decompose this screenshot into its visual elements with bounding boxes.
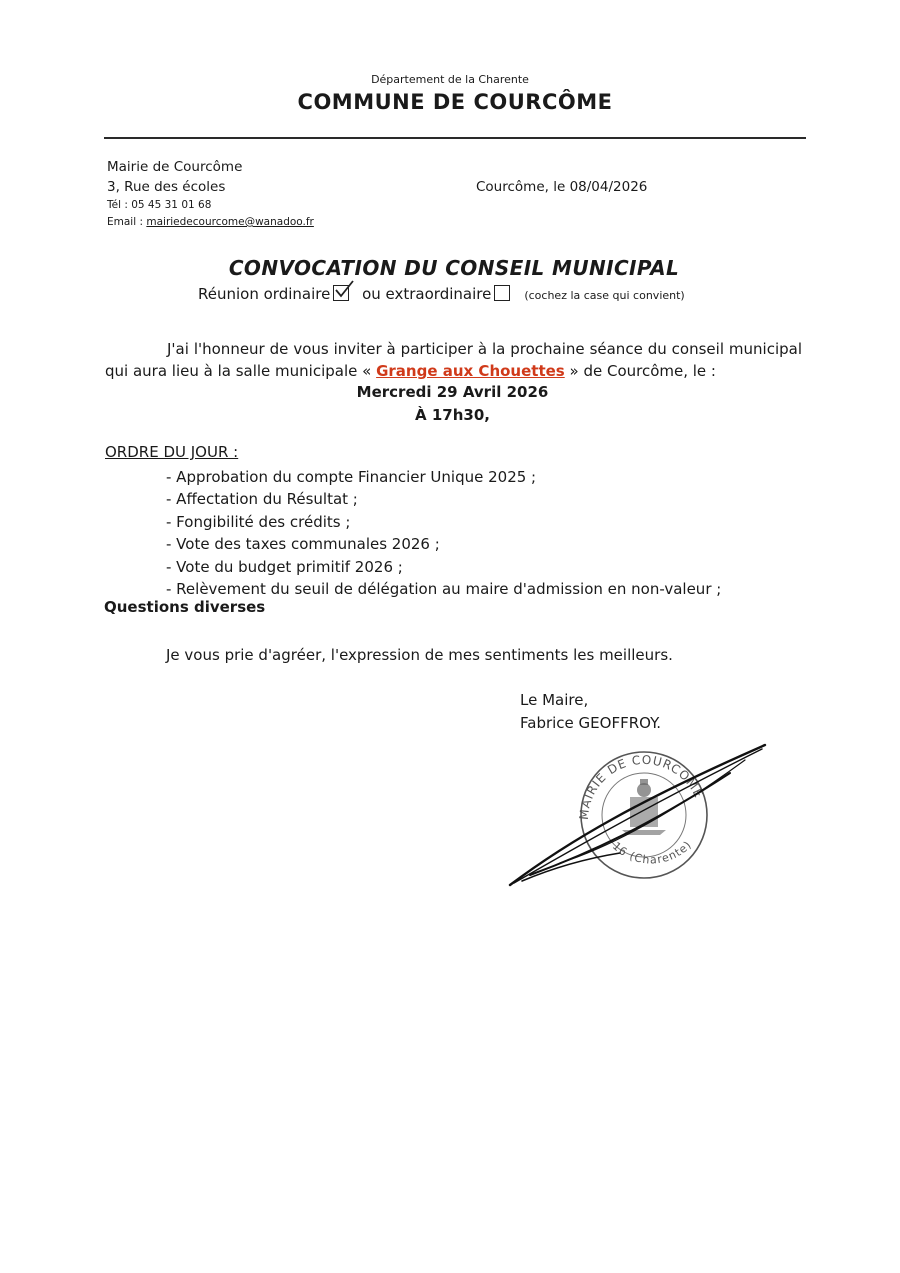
signatory-name: Fabrice GEOFFROY.: [520, 714, 662, 732]
meeting-type-line: [198, 285, 685, 303]
date-line: Courcôme, le 08/04/2026: [476, 179, 648, 195]
meeting-date: Mercredi 29 Avril 2026: [356, 383, 549, 401]
agenda-item: - Affectation du Résultat ;: [166, 490, 358, 509]
sender-address: [107, 157, 314, 231]
checkmark-icon: [333, 279, 355, 299]
marianne-emblem-icon: [622, 779, 666, 835]
closing-formula: Je vous prie d'agréer, l'expression de mes sentiments les meilleurs.: [166, 646, 673, 664]
signatory-role: Le Maire,: [520, 691, 589, 709]
email-link[interactable]: mairiedecourcome@wanadoo.fr: [146, 216, 314, 228]
agenda-item: - Fongibilité des crédits ;: [166, 512, 351, 531]
venue-name: Grange aux Chouettes: [376, 362, 565, 380]
stamp-bottom-text: 16 (Charente): [609, 838, 695, 867]
invitation-text-after: » de Courcôme, le :: [564, 362, 716, 380]
document-title: CONVOCATION DU CONSEIL MUNICIPAL: [228, 256, 680, 280]
ordinary-checkbox[interactable]: [333, 285, 349, 301]
stamp-top-text: MAIRIE DE COURCÔME: [576, 752, 706, 821]
agenda-item: - Vote des taxes communales 2026 ;: [166, 535, 440, 554]
agenda-heading: ORDRE DU JOUR :: [105, 443, 239, 461]
sender-street: 3, Rue des écoles: [107, 179, 226, 195]
meeting-time: À 17h30,: [415, 406, 490, 424]
signature-block: [520, 689, 661, 735]
ordinary-label: Réunion ordinaire: [198, 285, 331, 303]
agenda-item: - Vote du budget primitif 2026 ;: [166, 557, 403, 576]
agenda-item: - Relèvement du seuil de délégation au maire d'admission en non-valeur ;: [166, 580, 722, 599]
header-divider: [104, 137, 806, 139]
checkbox-hint: (cochez la case qui convient): [524, 289, 685, 302]
questions-diverses: Questions diverses: [104, 598, 266, 616]
invitation-text-before: J'ai l'honneur de vous inviter à participer à la prochaine séance du conseil municipal qui aura lieu à la salle municipale «: [105, 340, 802, 380]
sender-name: Mairie de Courcôme: [107, 159, 243, 175]
email-label: Email :: [107, 216, 147, 228]
department-line: Département de la Charente: [371, 73, 529, 86]
agenda-item: - Approbation du compte Financier Unique 2025 ;: [166, 468, 537, 486]
commune-heading: COMMUNE DE COURCÔME: [297, 90, 613, 114]
official-stamp: [500, 735, 780, 895]
extraordinary-label: ou extraordinaire: [362, 285, 492, 303]
sender-email-line: [107, 214, 314, 231]
agenda-list: [166, 466, 721, 600]
extraordinary-checkbox[interactable]: [494, 285, 510, 301]
sender-phone: Tél : 05 45 31 01 68: [107, 199, 212, 211]
invitation-paragraph: [105, 338, 802, 382]
